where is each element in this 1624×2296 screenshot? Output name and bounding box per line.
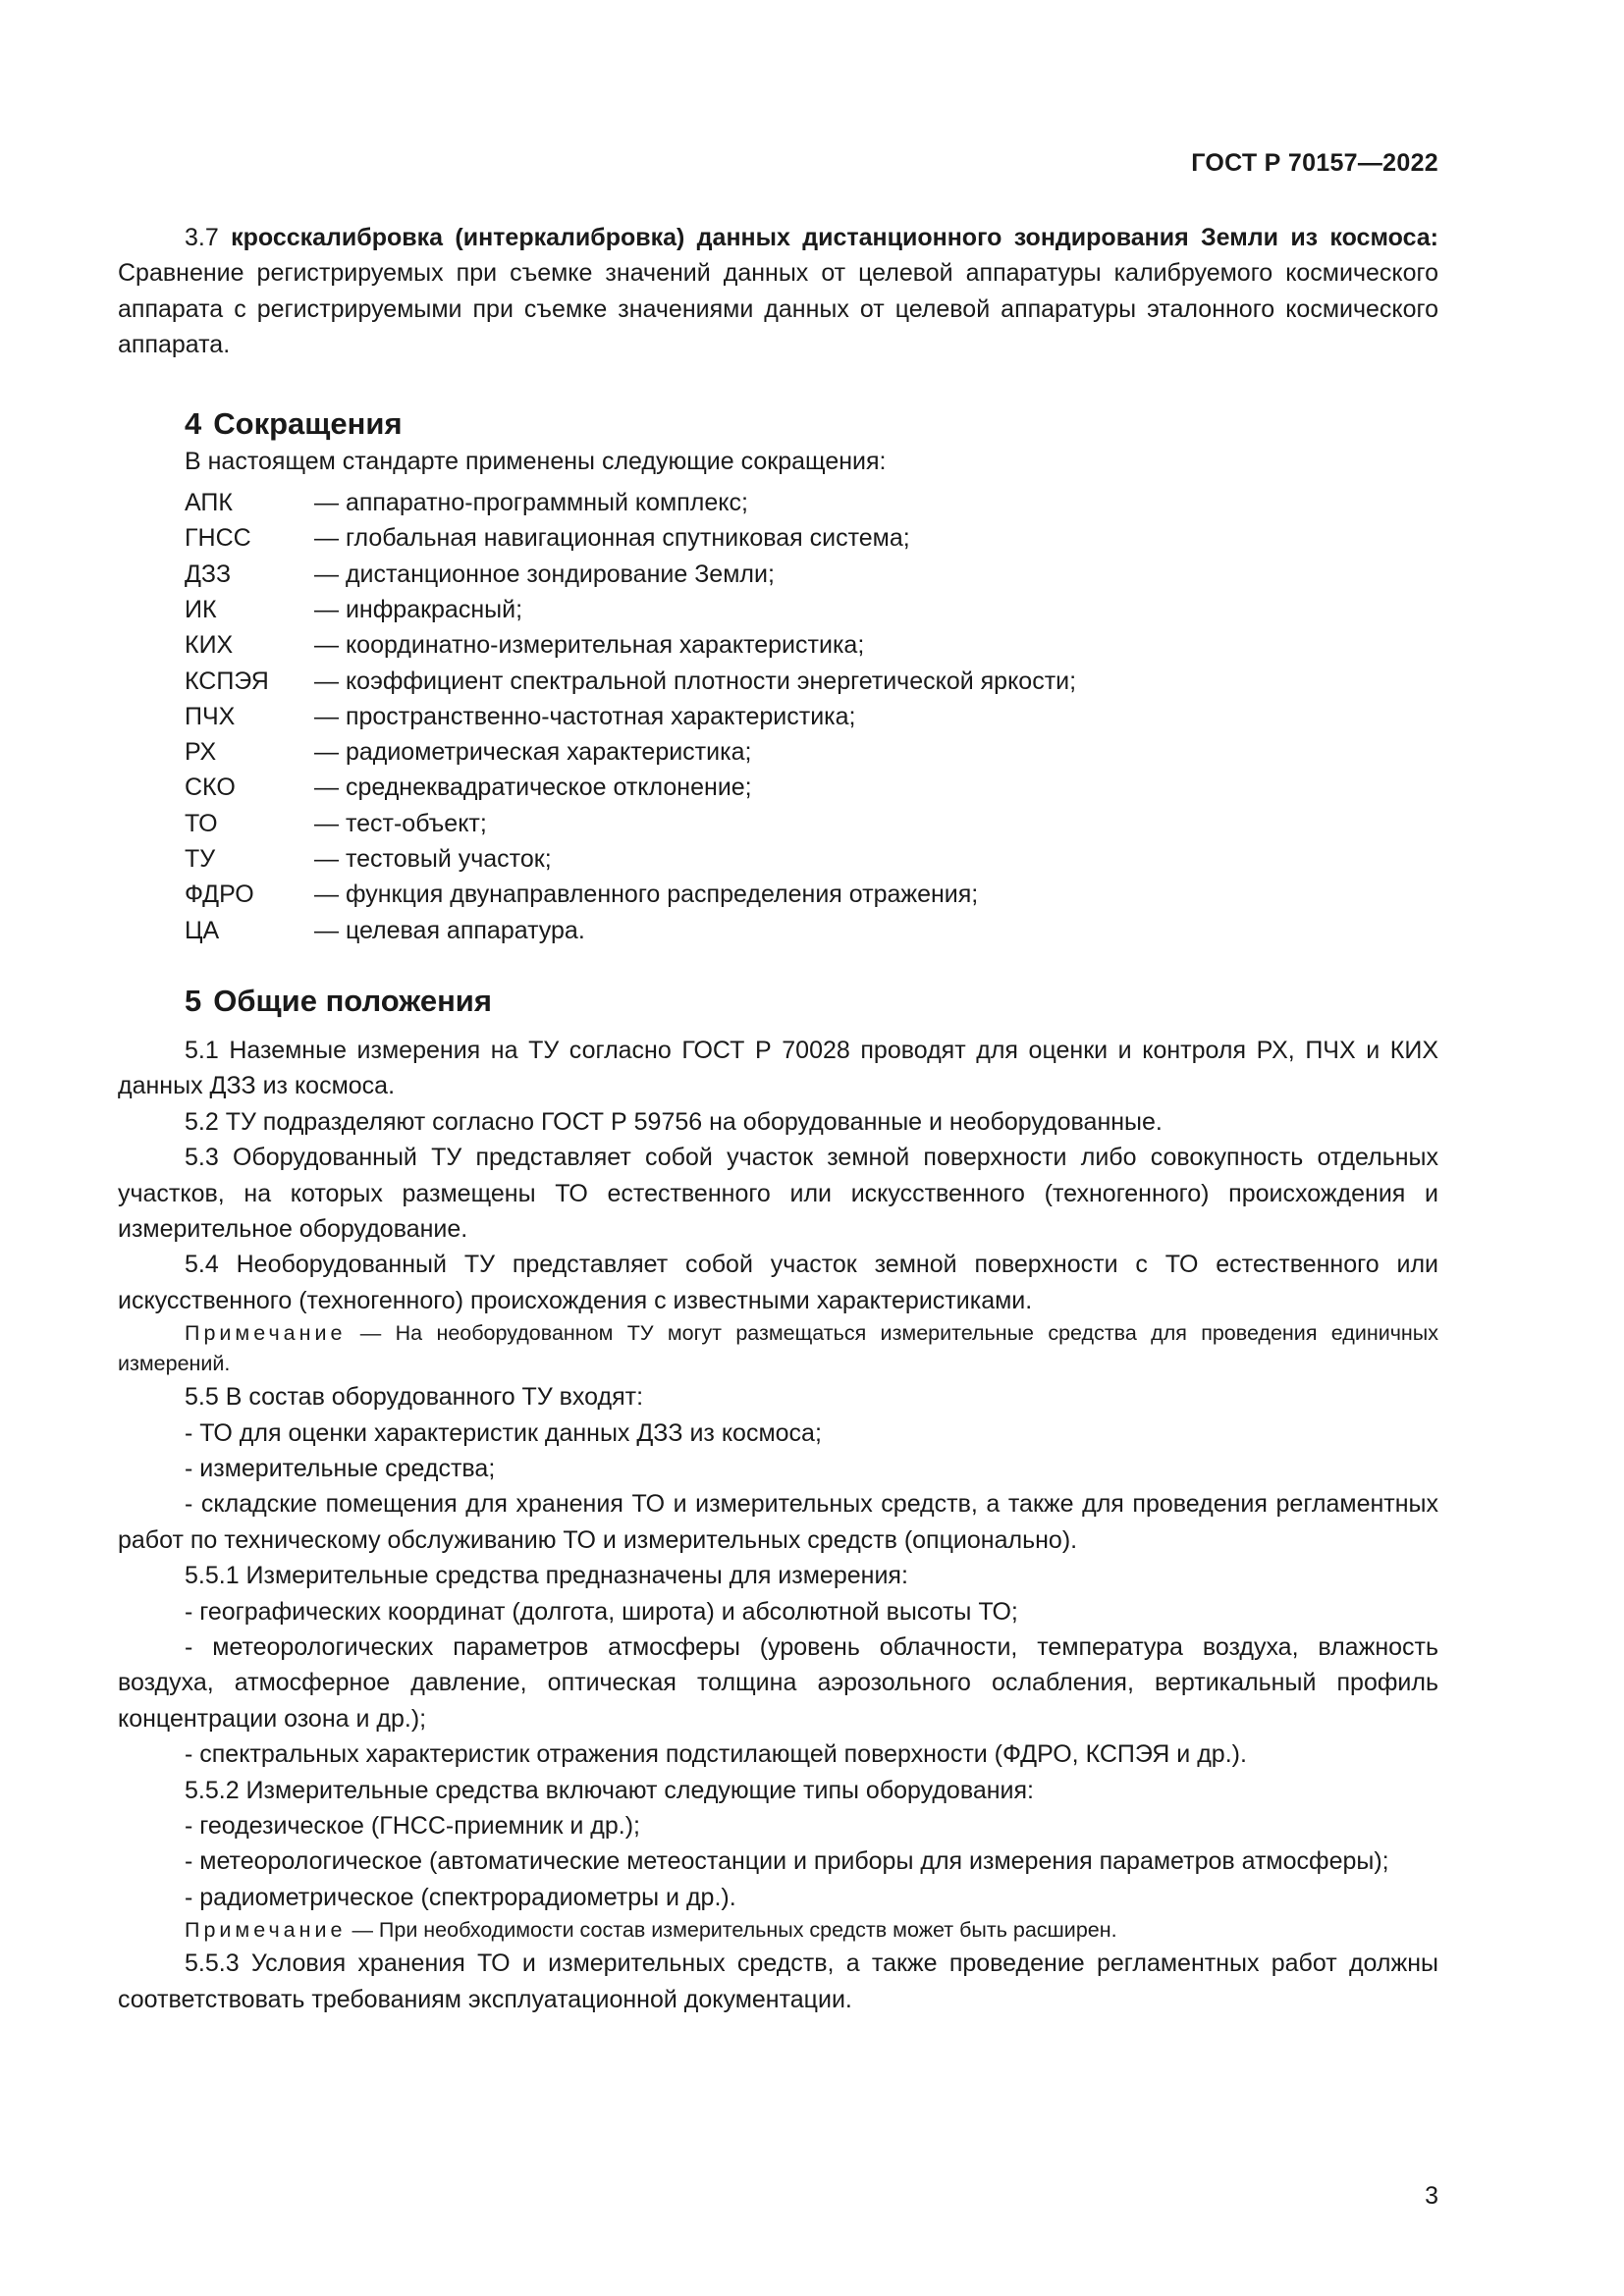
section-title: Общие положения <box>213 983 492 1018</box>
abbreviation-description: — коэффициент спектральной плотности энергетической яркости; <box>314 667 1077 695</box>
paragraph-5-5-2: 5.5.2 Измерительные средства включают следующие типы оборудования: <box>185 1776 1034 1804</box>
abbreviation-row <box>118 806 1076 841</box>
abbreviation-row <box>118 770 1076 805</box>
definition-3-7 <box>118 220 1438 363</box>
abbreviation: ЦА <box>185 916 220 944</box>
abbreviation-description: — аппаратно-программный комплекс; <box>314 489 748 517</box>
list-item: - спектральных характеристик отражения подстилающей поверхности (ФДРО, КСПЭЯ и др.). <box>185 1740 1247 1769</box>
paragraph-5-1: 5.1 Наземные измерения на ТУ согласно ГОСТ Р 70028 проводят для оценки и контроля РХ, ПЧХ и КИХ данных ДЗЗ из космоса. <box>118 1036 1438 1100</box>
abbreviation-description: — целевая аппаратура. <box>314 916 585 944</box>
abbreviations-list <box>118 485 1076 948</box>
list-item: - радиометрическое (спектрорадиометры и др.). <box>185 1883 736 1911</box>
abbreviation: ГНСС <box>185 524 251 553</box>
abbreviation-row <box>118 734 1076 770</box>
paragraph-5-4: 5.4 Необорудованный ТУ представляет собой участок земной поверхности с ТО естественного или искусственного (техногенного) происхождения с известными характеристиками. <box>118 1251 1438 1314</box>
abbreviation-row <box>118 913 1076 948</box>
section-title: Сокращения <box>213 405 403 441</box>
abbreviation-row <box>118 627 1076 663</box>
abbreviation-row <box>118 485 1076 520</box>
paragraph-5-5-3: 5.5.3 Условия хранения ТО и измерительных средств, а также проведение регламентных работ должны соответствовать требованиям эксплуатационной документации. <box>118 1949 1438 2013</box>
abbreviation-row <box>118 877 1076 912</box>
abbreviation-description: — координатно-измерительная характеристика; <box>314 631 865 660</box>
section-5-heading <box>118 982 1438 1021</box>
section-4-heading <box>118 404 1438 444</box>
abbreviation-description: — радиометрическая характеристика; <box>314 738 752 767</box>
note-2 <box>118 1915 1438 1946</box>
abbreviation-row <box>118 699 1076 734</box>
abbreviation-description: — функция двунаправленного распределения отражения; <box>314 881 979 909</box>
page-number: 3 <box>1425 2182 1438 2210</box>
abbreviation-description: — тест-объект; <box>314 809 487 837</box>
list-item: - метеорологических параметров атмосферы (уровень облачности, температура воздуха, влажность воздуха, атмосферное давление, оптическая толщина аэрозольного ослабления, вертикальный профиль концентрации озона и др.); <box>118 1632 1438 1733</box>
list-item: - измерительные средства; <box>185 1454 496 1482</box>
note-label: Примечание <box>185 1321 347 1346</box>
abbreviation: ИК <box>185 595 217 623</box>
note-label: Примечание <box>185 1918 347 1943</box>
abbreviation: ДЗЗ <box>185 560 232 588</box>
abbreviation-description: — глобальная навигационная спутниковая система; <box>314 524 910 553</box>
abbreviation-description: — пространственно-частотная характеристика; <box>314 702 856 730</box>
abbreviation-row <box>118 841 1076 877</box>
list-item: - геодезическое (ГНСС-приемник и др.); <box>185 1812 640 1841</box>
paragraph-5-5-1: 5.5.1 Измерительные средства предназначены для измерения: <box>185 1562 908 1590</box>
abbreviation-row <box>118 520 1076 556</box>
abbreviations-intro: В настоящем стандарте применены следующие сокращения: <box>185 447 887 475</box>
abbreviation: ТУ <box>185 845 216 873</box>
abbreviation: ФДРО <box>185 881 254 909</box>
abbreviation-description: — тестовый участок; <box>314 845 552 873</box>
abbreviation: АПК <box>185 489 233 517</box>
list-item: - ТО для оценки характеристик данных ДЗЗ из космоса; <box>185 1418 822 1447</box>
page-content <box>118 220 1438 2017</box>
definition-number: 3.7 <box>185 224 219 251</box>
abbreviation-description: — среднеквадратическое отклонение; <box>314 774 752 802</box>
note-text: — При необходимости состав измерительных средств может быть расширен. <box>352 1918 1117 1943</box>
abbreviation-row <box>118 592 1076 627</box>
abbreviation: ПЧХ <box>185 702 236 730</box>
abbreviation-row <box>118 557 1076 592</box>
abbreviation: РХ <box>185 738 217 767</box>
paragraph-5-3: 5.3 Оборудованный ТУ представляет собой участок земной поверхности либо совокупность отдельных участков, на которых размещены ТО естественного или искусственного (техногенного) происхождения и измерительное оборудование. <box>118 1144 1438 1243</box>
abbreviation-description: — дистанционное зондирование Земли; <box>314 560 775 588</box>
definition-text: Сравнение регистрируемых при съемке значений данных от целевой аппаратуры калибруемого космического аппарата с регистрируемыми при съемке значениями данных от целевой аппаратуры эталонного космического аппарата. <box>118 259 1438 359</box>
abbreviation: ТО <box>185 809 218 837</box>
paragraph-5-5: 5.5 В состав оборудованного ТУ входят: <box>185 1383 644 1412</box>
abbreviation: СКО <box>185 774 236 802</box>
note-1 <box>118 1318 1438 1379</box>
note-text: — На необорудованном ТУ могут размещаться измерительные средства для проведения единичных измерений. <box>118 1321 1438 1376</box>
section-number: 5 <box>185 983 202 1018</box>
section-number: 4 <box>185 405 202 441</box>
standard-designation: ГОСТ Р 70157—2022 <box>1191 149 1438 177</box>
definition-term: кросскалибровка (интеркалибровка) данных дистанционного зондирования Земли из космоса: <box>231 224 1439 251</box>
abbreviation-description: — инфракрасный; <box>314 595 523 623</box>
paragraph-5-2: 5.2 ТУ подразделяют согласно ГОСТ Р 59756 на оборудованные и необорудованные. <box>185 1107 1163 1136</box>
list-item: - метеорологическое (автоматические метеостанции и приборы для измерения параметров атмосферы); <box>185 1847 1389 1876</box>
list-item: - географических координат (долгота, широта) и абсолютной высоты ТО; <box>185 1597 1018 1626</box>
abbreviation: КСПЭЯ <box>185 667 269 695</box>
abbreviation: КИХ <box>185 631 234 660</box>
list-item: - складские помещения для хранения ТО и измерительных средств, а также для проведения регламентных работ по техническому обслуживанию ТО и измерительных средств (опционально). <box>118 1490 1438 1554</box>
abbreviation-row <box>118 664 1076 699</box>
